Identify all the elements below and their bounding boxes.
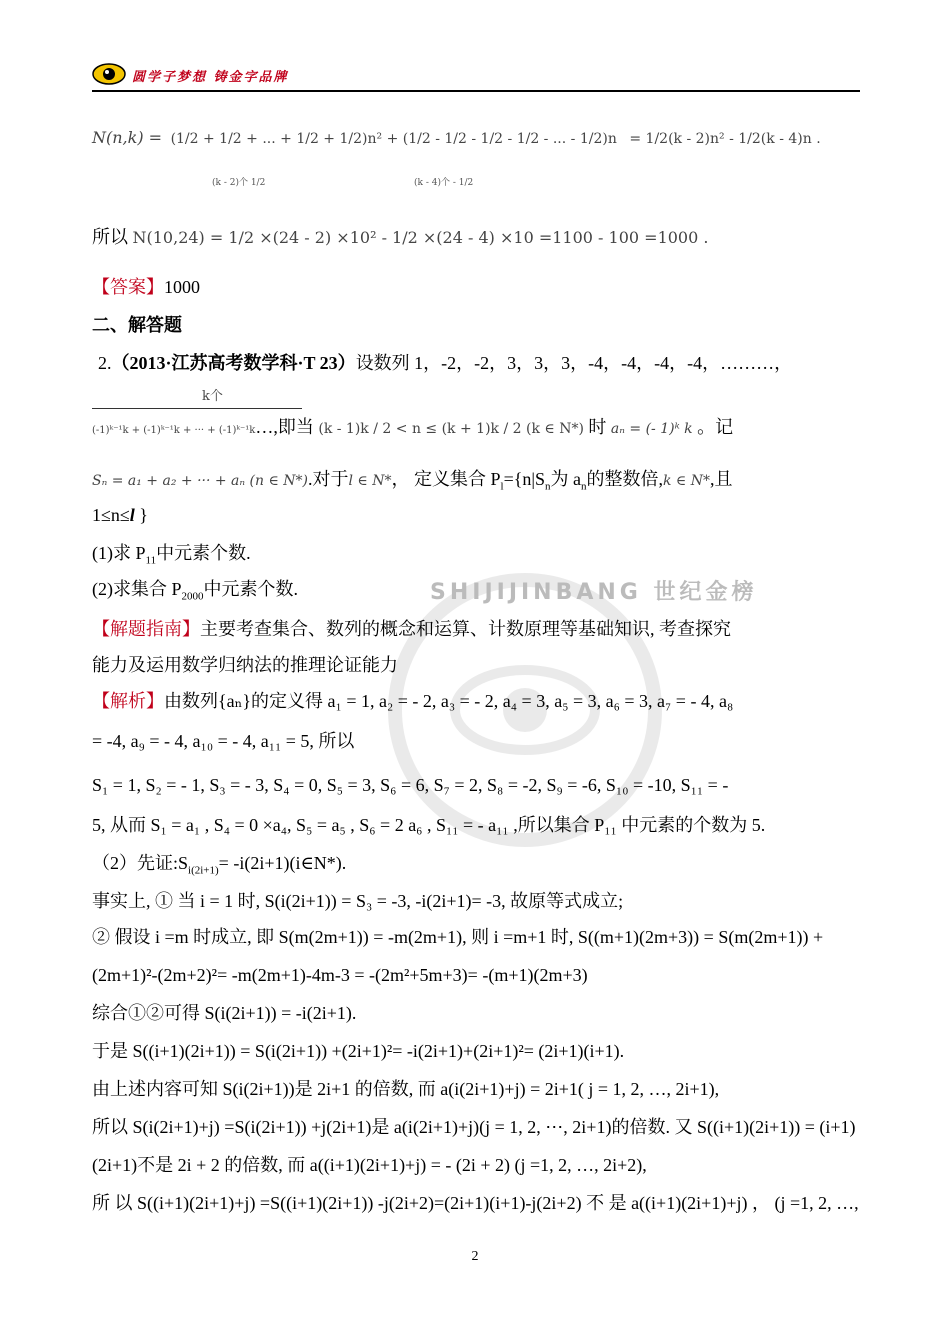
- q2-an-def: aₙ = (- 1)ᵏ k: [610, 421, 693, 437]
- solution-label: 【解析】: [92, 691, 164, 711]
- solution-line11: 由上述内容可知 S(i(2i+1))是 2i+1 的倍数, 而 a(i(2i+1)+j) = 2i+1( j = 1, 2, …, 2i+1),: [92, 1079, 720, 1099]
- formula-underbrace-2: (k - 4)个 - 1/2: [414, 178, 474, 188]
- guide-label: 【解题指南】: [92, 619, 200, 639]
- q2-sub2: [92, 576, 862, 610]
- section-title: 二、解答题: [92, 315, 182, 335]
- q2-line2: [92, 414, 862, 444]
- q2-l-in-n: l ∈ N*: [348, 473, 392, 489]
- q2-brace-label: k个: [202, 389, 223, 404]
- solution-line5: [92, 850, 862, 884]
- solution-line8: (2m+1)²-(2m+2)²= -m(2m+1)-4m-3 = -(2m²+5m+3)= -(m+1)(2m+3): [92, 965, 588, 985]
- guide-line1: [92, 616, 862, 642]
- q2-multiple: 的整数倍,: [586, 469, 663, 489]
- q2-sub2-text: (2)求集合 P: [92, 579, 182, 599]
- answer-label: 【答案】: [92, 277, 164, 297]
- so-label: 所以: [92, 227, 128, 247]
- so-expr: N(10,24) = 1/2 ×(24 - 2) ×10² - 1/2 ×(24 - 4) ×10 =1100 - 100 =1000 .: [132, 228, 709, 247]
- q2-line1: [98, 350, 868, 376]
- q2-range: 1≤n≤: [92, 505, 130, 525]
- solution-l5-sub: i(2i+1): [188, 864, 219, 877]
- watermark-text: SHIJIJINBANG 世纪金榜: [430, 580, 758, 605]
- solution-line14: 所 以 S((i+1)(2i+1)+j) =S((i+1)(2i+1)) -j(2i+2)=(2i+1)(i+1)-j(2i+2) 不 是 a((i+1)(2i+1)+j) ， (j =1, 2, …,: [92, 1193, 859, 1213]
- q2-set-open: ={n|S: [503, 469, 545, 489]
- solution-line9: 综合①②可得 S(i(2i+1)) = -i(2i+1).: [92, 1003, 357, 1023]
- q2-and: ,且: [709, 469, 733, 489]
- solution-l5-end: = -i(2i+1)(i∈N*).: [218, 853, 347, 873]
- q2-when: …,即当: [255, 417, 314, 437]
- solution-line10: 于是 S((i+1)(2i+1)) = S(i(2i+1)) +(2i+1)²= -i(2i+1)+(2i+1)²= (2i+1)(i+1).: [92, 1041, 625, 1061]
- q2-text: 设数列 1，-2，-2，3，3，3，-4，-4，-4，-4，………，: [355, 353, 793, 373]
- solution-line12: 所以 S(i(2i+1)+j) =S(i(2i+1)) +j(2i+1)是 a(i(2i+1)+j)(j = 1, 2, ⋯, 2i+1)的倍数. 又 S((i+1)(2i+1)) = (i+1): [92, 1117, 856, 1137]
- solution-line4: 5, 从而 S₁ = a₁ , S₄ = 0 ×a₄, S₅ = a₅ , S₆ = 2 a₆ , S₁₁ = - a₁₁ ,所以集合 P₁₁ 中元素的个数为 5.: [92, 815, 766, 835]
- q2-define-set: ， 定义集合 P: [391, 469, 501, 489]
- header-slogan: 圆学子梦想 铸金字品牌: [132, 70, 289, 85]
- eye-logo-icon: [92, 62, 126, 86]
- solution-line13: (2i+1)不是 2i + 2 的倍数, 而 a((i+1)(2i+1)+j) = - (2i + 2) (j =1, 2, …, 2i+2),: [92, 1155, 647, 1175]
- q2-ji: 。记: [697, 417, 734, 437]
- q2-overbrace: [92, 408, 302, 409]
- guide-text1: 主要考查集合、数列的概念和运算、计数原理等基础知识, 考查探究: [200, 619, 731, 639]
- solution-line3: S₁ = 1, S₂ = - 1, S₃ = - 3, S₄ = 0, S₅ = 3, S₆ = 6, S₇ = 2, S₈ = -2, S₉ = -6, S₁₀ = -10, S₁₁ = -: [92, 775, 729, 795]
- q2-sub1-index: 11: [145, 554, 157, 567]
- formula-rhs: = 1/2(k - 2)n² - 1/2(k - 4)n .: [629, 131, 821, 147]
- q2-set-close: }: [134, 505, 148, 525]
- q2-sub1: [92, 540, 862, 574]
- q2-sub2-index: 2000: [181, 590, 204, 603]
- solution-line2: = -4, a₉ = - 4, a₁₀ = - 4, a₁₁ = 5, 所以: [92, 731, 355, 751]
- q2-line4: [92, 502, 862, 528]
- answer-value: 1000: [164, 277, 200, 297]
- formula-lhs: N(n,k) =: [92, 128, 163, 147]
- so-line: [92, 224, 862, 251]
- q2-sub1-text: (1)求 P: [92, 543, 146, 563]
- guide-line2: 能力及运用数学归纳法的推理论证能力: [92, 655, 398, 675]
- solution-line7: ② 假设 i =m 时成立, 即 S(m(2m+1)) = -m(2m+1), 则 i =m+1 时, S((m+1)(2m+3)) = S(m(2m+1)) +: [92, 927, 824, 947]
- q2-l: l: [129, 505, 135, 525]
- q2-k-in-n: k ∈ N*: [662, 473, 710, 489]
- page-number: 2: [471, 1249, 479, 1264]
- q2-source: （2013·江苏高考数学科·T 23）: [111, 353, 356, 373]
- q2-is-a: 为 a: [550, 469, 581, 489]
- solution-l1: 由数列{aₙ}的定义得 a₁ = 1, a₂ = - 2, a₃ = - 2, a₄ = 3, a₅ = 3, a₆ = 3, a₇ = - 4, a₈: [164, 691, 734, 711]
- q2-for: .对于: [307, 469, 349, 489]
- solution-line6: 事实上, ① 当 i = 1 时, S(i(2i+1)) = S₃ = -3, -i(2i+1)= -3, 故原等式成立;: [92, 891, 624, 911]
- solution-l5: （2）先证:S: [92, 853, 189, 873]
- q2-shi: 时: [588, 417, 607, 437]
- formula-part1: (1/2 + 1/2 + ... + 1/2 + 1/2)n² + (1/2 - 1/2 - 1/2 - 1/2 - ... - 1/2)n: [170, 131, 617, 147]
- q2-number: 2.: [98, 353, 112, 373]
- solution-line1: [92, 688, 862, 714]
- q2-sub1-end: 中元素个数.: [156, 543, 251, 563]
- q2-line3: Sₙ = a₁ + a₂ + ··· + aₙ (n ∈ N*).对于l ∈ N*， 定义集合 $P_l=\{n|S_n$为 $a_n$的整数倍,k ∈ N*,且: [92, 469, 733, 493]
- answer-line: [92, 274, 862, 300]
- q2-brace-expr: (-1)ᵏ⁻¹k + (-1)ᵏ⁻¹k + ··· + (-1)ᵏ⁻¹k: [92, 425, 256, 436]
- q2-sub2-end: 中元素个数.: [203, 579, 298, 599]
- page-header: [92, 58, 860, 92]
- formula-underbrace-1: (k - 2)个 1/2: [212, 178, 266, 188]
- q2-sn-def: Sₙ = a₁ + a₂ + ··· + aₙ (n ∈ N*): [92, 473, 308, 489]
- q2-condition: (k - 1)k / 2 < n ≤ (k + 1)k / 2 (k ∈ N*): [318, 421, 584, 437]
